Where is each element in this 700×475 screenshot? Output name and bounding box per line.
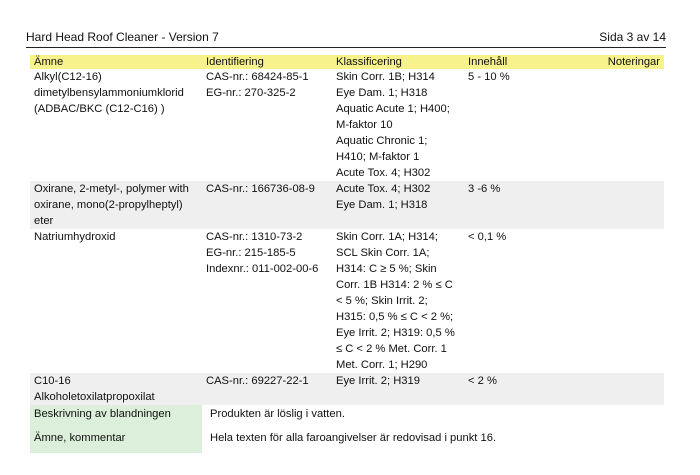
footer-text: Produkten är löslig i vatten. [210,408,345,420]
table-row [30,69,664,181]
substance-line: Natriumhydroxid [34,231,116,243]
classification-line: Met. Corr. 1; H290 [336,359,428,371]
substance-cell [30,373,202,405]
table-header-row [30,55,664,69]
identification-line: CAS-nr.: 1310-73-2 [206,231,303,243]
footer-row [30,405,664,429]
substance-cell [30,69,202,181]
classification-line: M-faktor 10 [336,119,393,131]
classification-line: Eye Dam. 1; H318 [336,199,428,211]
classification-line: Eye Irrit. 2; H319: 0,5 % [336,327,455,339]
identification-line: EG-nr.: 270-325-2 [206,87,296,99]
identification-cell [202,229,332,373]
notes-cell [591,229,664,373]
substance-line: C10-16 [34,375,71,387]
classification-line: Acute Tox. 4; H302 [336,167,431,179]
column-header-content: Innehåll [468,56,508,68]
content-cell: 5 - 10 % [468,71,510,83]
classification-cell [332,69,464,181]
substance-line: Alkyl(C12-16) [34,71,102,83]
notes-cell [591,69,664,181]
classification-cell [332,181,464,229]
notes-cell [591,373,664,405]
substance-cell [30,181,202,229]
footer-row [30,429,664,453]
classification-cell [332,229,464,373]
footer-text: Hela texten för alla faroangivelser är redovisad i punkt 16. [210,432,497,444]
column-header-classification: Klassificering [336,56,402,68]
document-title: Hard Head Roof Cleaner - Version 7 [26,30,219,44]
classification-line: Acute Tox. 4; H302 [336,183,431,195]
substance-line: oxirane, mono(2-propylheptyl) [34,199,183,211]
substance-line: dimetylbensylammoniumklorid [34,87,184,99]
footer-label: Beskrivning av blandningen [30,405,202,429]
substance-line: (ADBAC/BKC (C12-C16) ) [34,103,165,115]
classification-line: ≤ C < 2 % Met. Corr. 1 [336,343,447,355]
content-cell: < 2 % [468,375,497,387]
classification-line: Corr. 1B H314: 2 % ≤ C [336,279,453,291]
column-header-identification: Identifiering [206,56,264,68]
header-divider [26,47,666,48]
identification-line: EG-nr.: 215-185-5 [206,247,296,259]
page-number: Sida 3 av 14 [599,30,666,44]
content-cell: < 0,1 % [468,231,507,243]
classification-cell [332,373,464,405]
table-row [30,229,664,373]
identification-cell [202,69,332,181]
substance-cell [30,229,202,373]
substance-line: Alkoholetoxilatpropoxilat [34,391,155,403]
classification-line: Skin Corr. 1A; H314; [336,231,438,243]
classification-line: H314: C ≥ 5 %; Skin [336,263,437,275]
identification-line: CAS-nr.: 166736-08-9 [206,183,315,195]
substance-line: Oxirane, 2-metyl-, polymer with [34,183,189,195]
column-header-notes: Noteringar [607,56,660,68]
classification-line: Eye Dam. 1; H318 [336,87,428,99]
identification-cell [202,181,332,229]
footer-label: Ämne, kommentar [30,429,202,453]
notes-cell [591,181,664,229]
classification-line: Aquatic Acute 1; H400; [336,103,450,115]
content-cell: 3 -6 % [468,183,501,195]
identification-line: CAS-nr.: 68424-85-1 [206,71,309,83]
composition-table [30,55,664,453]
classification-line: Skin Corr. 1B; H314 [336,71,435,83]
classification-line: < 5 %; Skin Irrit. 2; [336,295,428,307]
classification-line: H315: 0,5 % ≤ C < 2 %; [336,311,454,323]
identification-line: CAS-nr.: 69227-22-1 [206,375,309,387]
substance-line: eter [34,215,54,227]
classification-line: SCL Skin Corr. 1A; [336,247,430,259]
classification-line: H410; M-faktor 1 [336,151,420,163]
classification-line: Aquatic Chronic 1; [336,135,428,147]
identification-cell [202,373,332,405]
table-row [30,181,664,229]
table-row [30,373,664,405]
classification-line: Eye Irrit. 2; H319 [336,375,420,387]
page-header [26,30,666,44]
column-header-substance: Ämne [34,56,64,68]
identification-line: Indexnr.: 011-002-00-6 [206,263,319,275]
